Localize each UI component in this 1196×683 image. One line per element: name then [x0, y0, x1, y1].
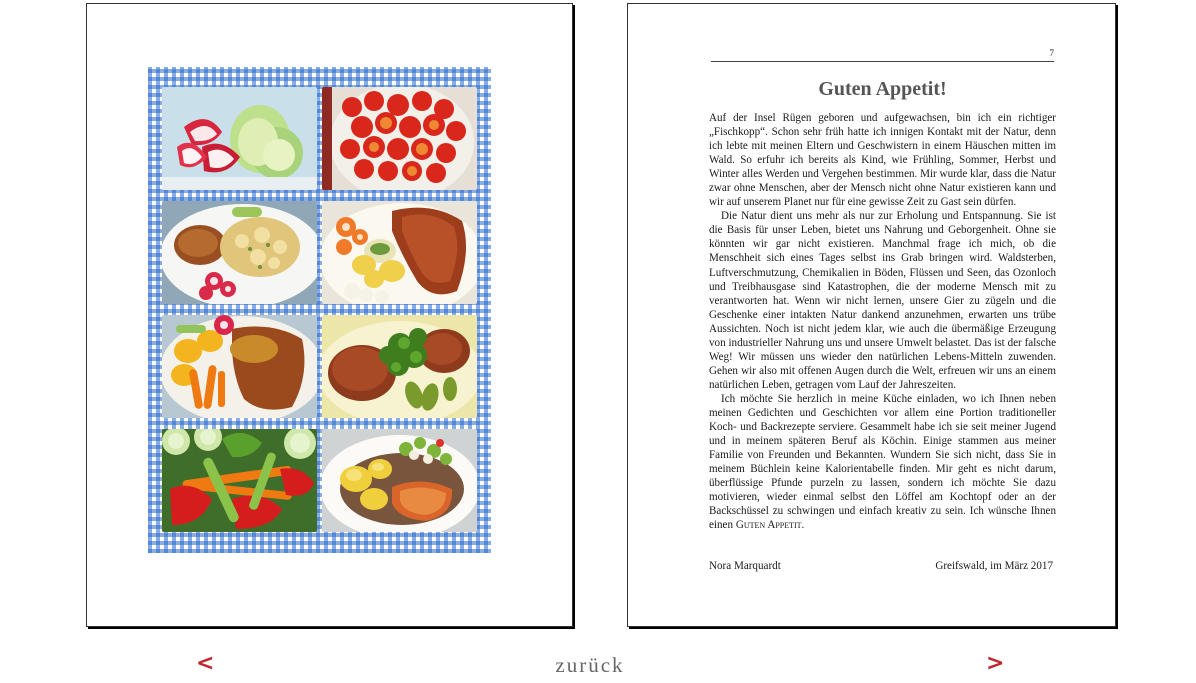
photo-cutlet-vegetables-gravy	[162, 315, 317, 418]
header-rule	[711, 61, 1054, 62]
photo-schnitzel-potato-salad	[162, 201, 317, 304]
paragraph: Auf der Insel Rügen geboren und aufgewachsen, bin ich ein richtiger „Fischkopp“. Schon sehr früh hatte ich innigen Kontakt mit der Natur, denn ich lebte mit meinen Eltern und Geschwistern in einem Häuschen mitten im Wald. So erfuhr ich bereits als Kind, wie Frühling, Sommer, Herbst und Winter alles Werden und Vergehen bestimmen. Mir wurde klar, dass die Natur zwar ohne Menschen, aber der Mensch nicht ohne Natur existieren kann und wir auf unserem Planet nur für eine gewisse Zeit zu Gast sein dürfen.	[709, 112, 1056, 209]
right-page	[627, 3, 1116, 627]
next-page-button[interactable]: >	[986, 651, 1005, 676]
back-link[interactable]: zurück	[555, 653, 625, 677]
food-photo-collage	[148, 67, 491, 553]
place-date: Greifswald, im März 2017	[935, 560, 1053, 572]
photo-meatballs-parsley	[322, 315, 477, 418]
closing-phrase: Guten Appetit.	[735, 519, 805, 532]
photo-mixed-vegetable-salad	[162, 429, 317, 532]
paragraph-text: Ich möchte Sie herzlich in meine Küche einladen, wo ich Ihnen neben meinen Gedichten und Geschichten vor allem eine Portion traditioneller Koch- und Backrezepte serviere. Gesammelt habe ich sie seit meiner Jugend und in meinem späteren Beruf als Köchin. Einige stammen aus meiner Familie von Freunden und Bekannten. Wundern Sie sich nicht, dass Sie in meinem Büchlein keine Kalorientabelle finden. Mir geht es nicht darum, überflüssige Pfunde purzeln zu lassen, sondern ich möchte Sie dazu motivieren, wieder einmal selbst den Löffel am Kochtopf oder an der Backschüssel zu schwingen und einfach kreativ zu sein. Ich wünsche Ihnen einen	[709, 392, 1056, 532]
left-page	[86, 3, 573, 627]
paragraph	[709, 392, 1056, 532]
page-number: 7	[1049, 48, 1054, 58]
body-text	[709, 111, 1056, 532]
photo-fish-fillet-potatoes	[322, 429, 477, 532]
photo-radish-cucumber-garnish	[162, 87, 317, 190]
photo-chicken-leg-potatoes	[322, 201, 477, 304]
previous-page-button[interactable]: <	[196, 651, 215, 676]
author-name: Nora Marquardt	[709, 560, 781, 572]
page-title: Guten Appetit!	[818, 78, 947, 100]
paragraph: Die Natur dient uns mehr als nur zur Erholung und Entspannung. Sie ist die Basis für unser Leben, bietet uns Nahrung und Geborgenheit. Ohne sie könnten wir gar nicht existieren. Manchmal frage ich mich, ob die Menschheit sich eines Tages selbst ins Grab bringen wird. Waldsterben, Luftverschmutzung, Chemikalien in Böden, Flüssen und Seen, das Ozonloch und Treibhausgase sind Katastrophen, die der moderne Mensch mit zu verantworten hat. Wenn wir nicht lernen, unsere Gier zu zügeln und die Geschenke einer intakten Natur dankend anzunehmen, erwarten uns trübe Aussichten. Noch ist nicht jedem klar, wie auch die übermäßige Erzeugung von industrieller Nahrung uns und unsere Umwelt belastet. Das ist der falsche Weg! Wir müssen uns wieder den natürlichen Lebens-Mitteln zuwenden. Gehen wir also mit offenen Augen durch die Welt, erfreuen wir uns an einem natürlichen Leben, getragen vom Lauf der Jahreszeiten.	[709, 210, 1056, 391]
photo-cherries-bowl	[322, 87, 477, 190]
